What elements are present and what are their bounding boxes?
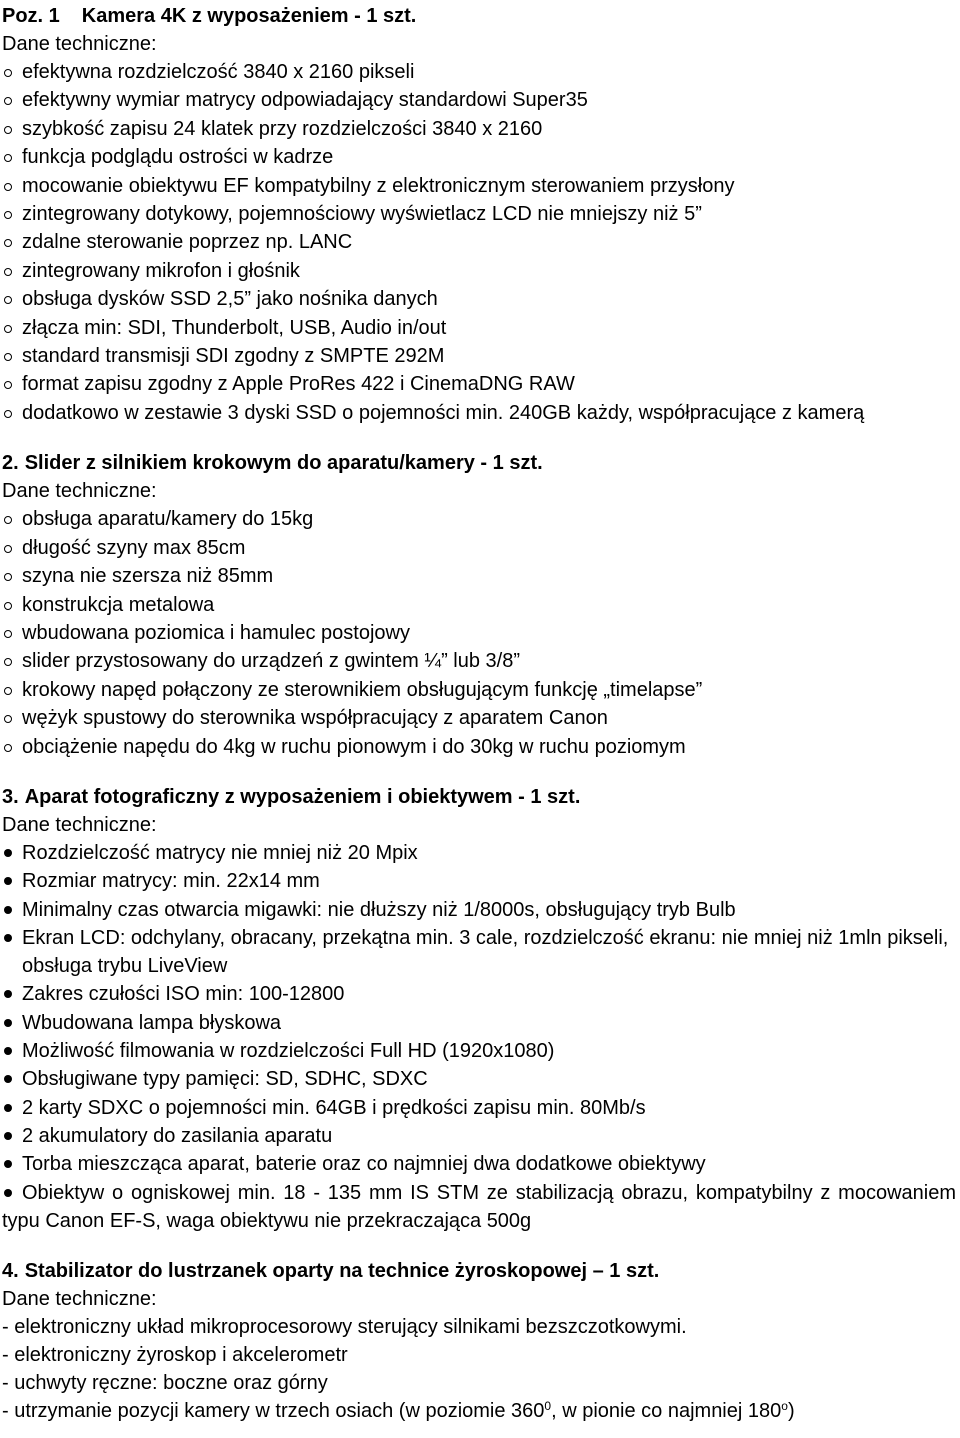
document [2,2,956,1425]
spec-list [2,505,956,761]
section-number: 4. [2,1260,19,1283]
list-item: zdalne sterowanie poprzez np. LANC [2,228,956,256]
degree-superscript: o [781,1399,788,1414]
section-camera [2,2,956,427]
section-heading [2,2,956,30]
list-item: Możliwość filmowania w rozdzielczości Full HD (1920x1080) [2,1037,956,1065]
list-item: Obsługiwane typy pamięci: SD, SDHC, SDXC [2,1065,956,1093]
section-subtitle: Dane techniczne: [2,33,157,55]
list-item: obciążenie napędu do 4kg w ruchu pionowym i do 30kg w ruchu poziomym [2,733,956,761]
section-heading [2,449,956,477]
section-title: Kamera 4K z wyposażeniem - 1 szt. [81,5,417,27]
axes-text-start: - utrzymanie pozycji kamery w trzech osiach (w poziomie 360 [2,1400,545,1423]
section-stabilizer [2,1257,956,1425]
list-item: długość szyny max 85cm [2,534,956,562]
list-item: Rozmiar matrycy: min. 22x14 mm [2,867,956,895]
list-item: - elektroniczny żyroskop i akcelerometr [2,1344,348,1367]
spec-list [2,58,956,427]
list-item-axes [2,1397,956,1425]
list-item: zintegrowany mikrofon i głośnik [2,257,956,285]
degree-superscript: 0 [544,1399,552,1414]
section-number: 2. [2,452,19,475]
list-item: 2 akumulatory do zasilania aparatu [2,1122,956,1150]
list-item: szybkość zapisu 24 klatek przy rozdzielczości 3840 x 2160 [2,115,956,143]
list-item: Wbudowana lampa błyskowa [2,1009,956,1037]
list-item: konstrukcja metalowa [2,591,956,619]
list-item: - elektroniczny układ mikroprocesorowy sterujący silnikami bezszczotkowymi. [2,1316,687,1339]
list-item: efektywny wymiar matrycy odpowiadający standardowi Super35 [2,86,956,114]
list-item: Ekran LCD: odchylany, obracany, przekątna min. 3 cale, rozdzielczość ekranu: nie mniej niż 1mln pikseli, obsługa trybu LiveView [2,924,956,981]
list-item: Torba mieszcząca aparat, baterie oraz co najmniej dwa dodatkowe obiektywy [2,1150,956,1178]
list-item: obsługa dysków SSD 2,5” jako nośnika danych [2,285,956,313]
list-item: krokowy napęd połączony ze sterownikiem obsługującym funkcję „timelapse” [2,676,956,704]
axes-text-end: ) [787,1400,795,1423]
section-heading [2,783,956,811]
section-number: Poz. 1 [2,5,60,27]
list-item: Obiektyw o ogniskowej min. 18 - 135 mm IS STM ze stabilizacją obrazu, kompatybilny z mocowaniem typu Canon EF-S, waga obiektywu nie przekraczająca 500g [2,1179,956,1236]
list-item: funkcja podglądu ostrości w kadrze [2,143,956,171]
list-item: zintegrowany dotykowy, pojemnościowy wyświetlacz LCD nie mniejszy niż 5” [2,200,956,228]
spec-list [2,1313,956,1425]
section-subtitle: Dane techniczne: [2,813,157,836]
list-item: złącza min: SDI, Thunderbolt, USB, Audio in/out [2,314,956,342]
list-item: Rozdzielczość matrycy nie mniej niż 20 Mpix [2,839,956,867]
section-title: Slider z silnikiem krokowym do aparatu/kamery - 1 szt. [24,452,543,475]
section-heading [2,1257,956,1285]
list-item: 2 karty SDXC o pojemności min. 64GB i prędkości zapisu min. 80Mb/s [2,1094,956,1122]
list-item: format zapisu zgodny z Apple ProRes 422 i CinemaDNG RAW [2,370,956,398]
list-item: efektywna rozdzielczość 3840 x 2160 pikseli [2,58,956,86]
list-item: wężyk spustowy do sterownika współpracujący z aparatem Canon [2,704,956,732]
list-item: obsługa aparatu/kamery do 15kg [2,505,956,533]
spec-list [2,839,956,1235]
section-subtitle: Dane techniczne: [2,480,157,503]
list-item: Zakres czułości ISO min: 100-12800 [2,980,956,1008]
list-item: wbudowana poziomica i hamulec postojowy [2,619,956,647]
section-title: Aparat fotograficzny z wyposażeniem i obiektywem - 1 szt. [24,785,581,808]
axes-text-middle: , w pionie co najmniej 180 [551,1400,782,1423]
section-photo-camera [2,783,956,1235]
section-slider [2,449,956,761]
list-item: slider przystosowany do urządzeń z gwintem ¼” lub 3/8” [2,647,956,675]
list-item: dodatkowo w zestawie 3 dyski SSD o pojemności min. 240GB każdy, współpracujące z kamerą [2,399,956,427]
section-title: Stabilizator do lustrzanek oparty na technice żyroskopowej – 1 szt. [24,1260,660,1283]
list-item: - uchwyty ręczne: boczne oraz górny [2,1372,328,1395]
list-item: szyna nie szersza niż 85mm [2,562,956,590]
list-item: mocowanie obiektywu EF kompatybilny z elektronicznym sterowaniem przysłony [2,172,956,200]
section-number: 3. [2,785,19,808]
section-subtitle: Dane techniczne: [2,1288,157,1311]
list-item: standard transmisji SDI zgodny z SMPTE 292M [2,342,956,370]
list-item: Minimalny czas otwarcia migawki: nie dłuższy niż 1/8000s, obsługujący tryb Bulb [2,896,956,924]
